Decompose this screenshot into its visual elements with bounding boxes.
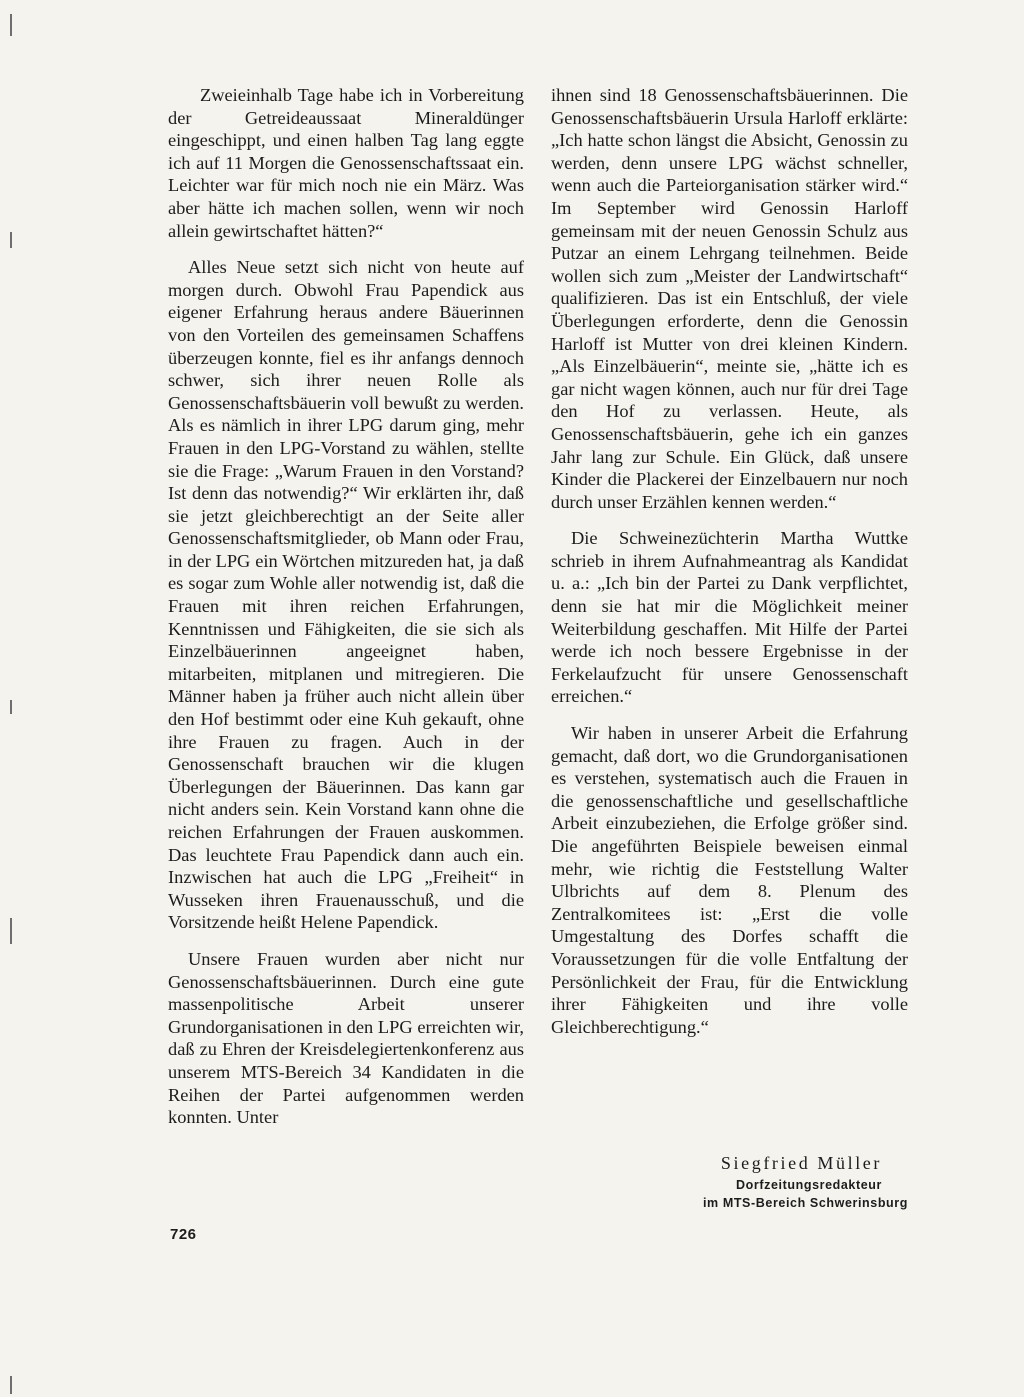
scan-edge-mark	[10, 918, 12, 944]
left-paragraph-3: Unsere Frauen wurden aber nicht nur Genossenschaftsbäuerinnen. Durch eine gute massenpolitische Arbeit unserer Grundorganisationen in den LPG erreichten wir, daß zu Ehren der Kreisdelegiertenkonferenz aus unserem MTS-Bereich 34 Kandidaten in die Reihen der Partei aufgenommen werden konnten. Unter	[168, 948, 524, 1128]
left-paragraph-1: Zweieinhalb Tage habe ich in Vorbereitung der Getreideaussaat Mineraldünger eingeschippt, und einen halben Tag lang eggte ich auf 11 Morgen die Genossenschaftssaat ein. Leichter war für mich noch nie ein März. Was aber hätte ich machen sollen, wenn wir noch allein gewirtschaftet hätten?“	[168, 85, 524, 241]
right-text-column	[551, 84, 908, 1052]
author-signature	[551, 1152, 908, 1212]
scan-edge-mark	[10, 232, 12, 248]
right-paragraph-1: ihnen sind 18 Genossenschaftsbäuerinnen. Die Genossenschaftsbäuerin Ursula Harloff erklärte: „Ich hatte schon längst die Absicht, Genossin zu werden, denn unsere LPG wächst schneller, wenn auch die Parteiorganisation stärker wird.“ Im September wird Genossin Harloff gemeinsam mit der neuen Genossin Schulz aus Putzar an einem Lehrgang teilnehmen. Beide wollen sich zum „Meister der Landwirtschaft“ qualifizieren. Das ist ein Entschluß, der viele Überlegungen erforderte, denn die Genossin Harloff ist Mutter von drei kleinen Kindern. „Als Einzelbäuerin“, meinte sie, „hätte ich es gar nicht wagen können, auch nur für drei Tage den Hof zu verlassen. Heute, als Genossenschaftsbäuerin, gehe ich ein ganzes Jahr lang zur Schule. Ein Glück, daß unsere Kinder die Plackerei der Einzelbauern nur noch durch unser Erzählen kennen werden.“	[551, 85, 908, 512]
right-paragraph-2: Die Schweinezüchterin Martha Wuttke schrieb in ihrem Aufnahmeantrag als Kandidat u. a.: „Ich bin der Partei zu Dank verpflichtet, denn sie hat mir die Möglichkeit meiner Weiterbildung geschaffen. Mit Hilfe der Partei werde ich noch bessere Ergebnisse in der Ferkelaufzucht für unsere Genossenschaft erreichen.“	[551, 528, 908, 707]
left-text-column	[168, 84, 524, 1143]
page-number: 726	[170, 1226, 197, 1243]
scan-edge-mark	[10, 1376, 12, 1394]
scan-edge-mark	[10, 700, 12, 714]
right-paragraph-3: Wir haben in unserer Arbeit die Erfahrung gemacht, daß dort, wo die Grundorganisationen es verstehen, systematisch auch die Frauen in die genossenschaftliche und gesellschaftliche Arbeit einzubeziehen, die Erfolge größer sind. Die angeführten Beispiele beweisen einmal mehr, wie richtig die Feststellung Walter Ulbrichts auf dem 8. Plenum des Zentralkomitees ist: „Erst die volle Umgestaltung des Dorfes schafft die Voraussetzungen für die volle Entfaltung der Persönlichkeit der Frau, für die Entwicklung ihrer Fähigkeiten und ihre volle Gleichberechtigung.“	[551, 723, 908, 1037]
left-paragraph-2: Alles Neue setzt sich nicht von heute auf morgen durch. Obwohl Frau Papendick aus eigener Erfahrung heraus andere Bäuerinnen von den Vorteilen des gemeinsamen Schaffens überzeugen konnte, fiel es ihr anfangs dennoch schwer, sich ihrer neuen Rolle als Genossenschaftsbäuerin voll bewußt zu werden. Als es nämlich in ihrer LPG darum ging, mehr Frauen in den LPG-Vorstand zu wählen, stellte sie die Frage: „Warum Frauen in den Vorstand? Ist denn das notwendig?“ Wir erklärten ihr, daß sie jetzt gleichberechtigt an der Seite aller Genossenschaftsmitglieder, ob Mann oder Frau, in der LPG ein Wörtchen mitzureden hat, ja daß es sogar zum Wohle aller notwendig ist, daß die Frauen mit ihren reichen Erfahrungen, Kenntnissen und Fähigkeiten, die sie sich als Einzelbäuerinnen angeeignet haben, mitarbeiten, mitplanen und mitregieren. Die Männer haben ja früher auch nicht allein über den Hof bestimmt oder eine Kuh gekauft, ohne ihre Frauen zu fragen. Auch in der Genossenschaft brauchen wir die klugen Überlegungen der Bäuerinnen. Das kann gar nicht anders sein. Kein Vorstand kann ohne die reichen Erfahrungen der Frauen auskommen. Das leuchtete Frau Papendick dann auch ein. Inzwischen hat auch die LPG „Freiheit“ in Wusseken ihren Frauenausschuß, und die Vorsitzende heißt Helene Papendick.	[168, 257, 524, 933]
author-name: Siegfried Müller	[720, 1153, 882, 1173]
scan-edge-mark	[10, 14, 12, 36]
author-location: im MTS-Bereich Schwerinsburg	[702, 1196, 908, 1210]
author-role: Dorfzeitungsredakteur	[736, 1178, 882, 1192]
